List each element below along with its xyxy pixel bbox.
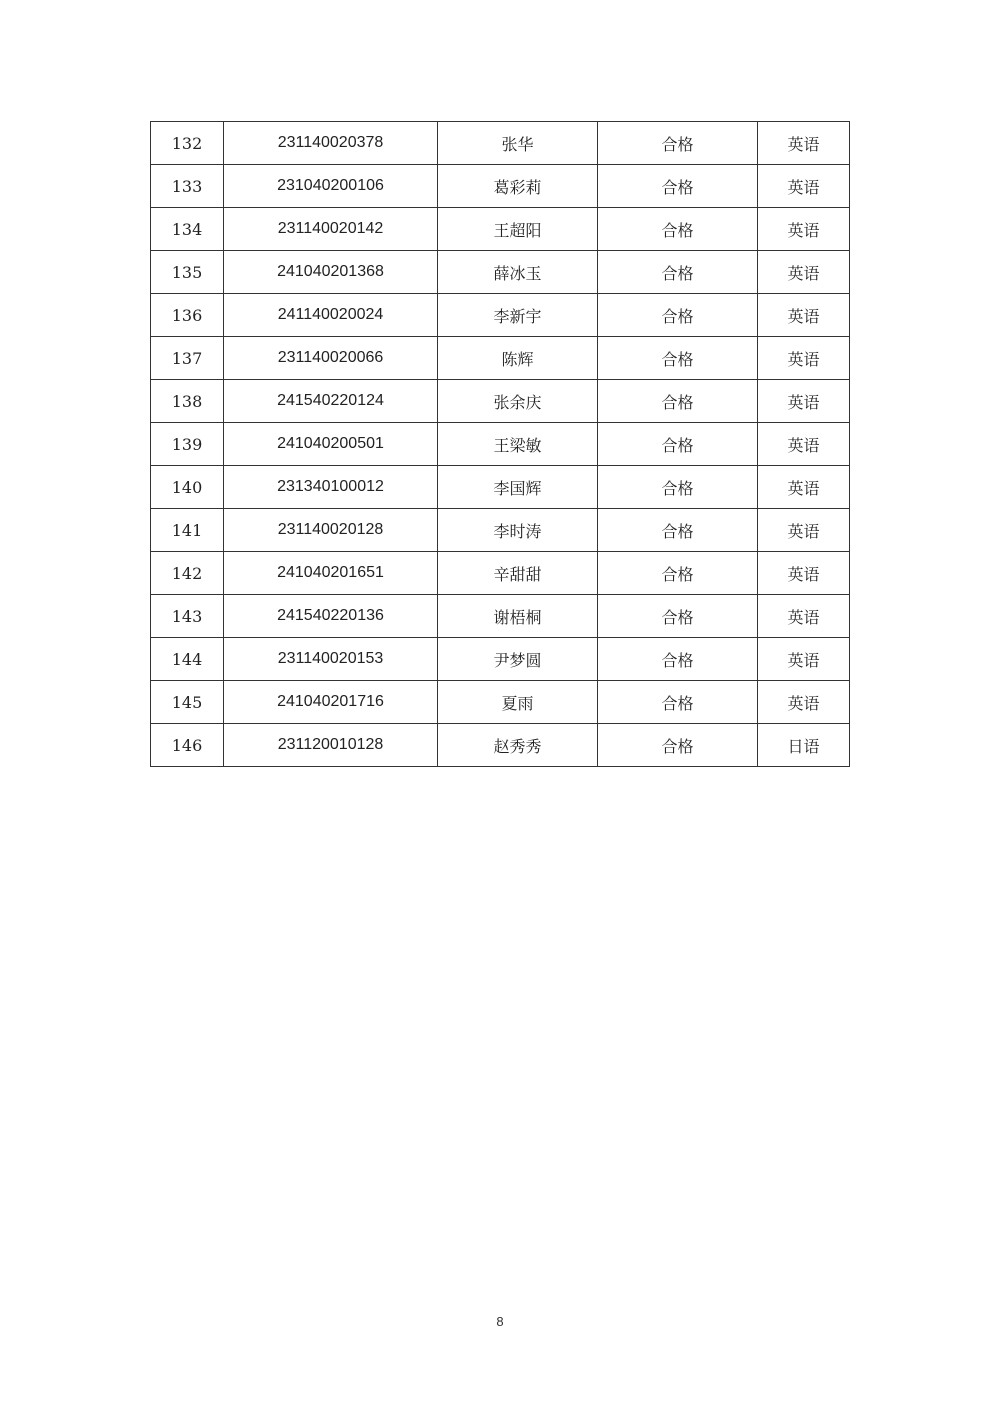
- result-cell: 合格: [598, 552, 758, 595]
- candidate-name-cell: 李新宇: [438, 294, 598, 337]
- language-cell: 英语: [758, 638, 850, 681]
- row-number-cell: 142: [151, 552, 224, 595]
- language-cell: 英语: [758, 423, 850, 466]
- candidate-name-cell: 薛冰玉: [438, 251, 598, 294]
- row-number-cell: 140: [151, 466, 224, 509]
- result-cell: 合格: [598, 294, 758, 337]
- row-number-cell: 138: [151, 380, 224, 423]
- candidate-id-cell: 241040201716: [224, 681, 438, 724]
- candidate-name-cell: 王梁敏: [438, 423, 598, 466]
- row-number-cell: 136: [151, 294, 224, 337]
- result-cell: 合格: [598, 509, 758, 552]
- language-cell: 英语: [758, 681, 850, 724]
- result-cell: 合格: [598, 337, 758, 380]
- candidate-id-cell: 241040201651: [224, 552, 438, 595]
- candidate-name-cell: 张华: [438, 122, 598, 165]
- result-cell: 合格: [598, 595, 758, 638]
- table-row: [151, 552, 850, 595]
- results-table-body: [151, 122, 850, 767]
- candidate-id-cell: 231140020142: [224, 208, 438, 251]
- candidate-id-cell: 231140020066: [224, 337, 438, 380]
- result-cell: 合格: [598, 122, 758, 165]
- language-cell: 日语: [758, 724, 850, 767]
- result-cell: 合格: [598, 251, 758, 294]
- candidate-id-cell: 231040200106: [224, 165, 438, 208]
- row-number-cell: 132: [151, 122, 224, 165]
- language-cell: 英语: [758, 208, 850, 251]
- table-row: [151, 638, 850, 681]
- row-number-cell: 146: [151, 724, 224, 767]
- row-number-cell: 141: [151, 509, 224, 552]
- result-cell: 合格: [598, 165, 758, 208]
- table-row: [151, 724, 850, 767]
- row-number-cell: 144: [151, 638, 224, 681]
- result-cell: 合格: [598, 681, 758, 724]
- table-row: [151, 165, 850, 208]
- candidate-id-cell: 231120010128: [224, 724, 438, 767]
- table-row: [151, 294, 850, 337]
- candidate-name-cell: 王超阳: [438, 208, 598, 251]
- language-cell: 英语: [758, 552, 850, 595]
- language-cell: 英语: [758, 337, 850, 380]
- result-cell: 合格: [598, 466, 758, 509]
- row-number-cell: 137: [151, 337, 224, 380]
- result-cell: 合格: [598, 724, 758, 767]
- table-row: [151, 595, 850, 638]
- result-cell: 合格: [598, 208, 758, 251]
- language-cell: 英语: [758, 251, 850, 294]
- language-cell: 英语: [758, 380, 850, 423]
- table-row: [151, 337, 850, 380]
- candidate-name-cell: 陈辉: [438, 337, 598, 380]
- candidate-name-cell: 葛彩莉: [438, 165, 598, 208]
- candidate-id-cell: 241540220136: [224, 595, 438, 638]
- row-number-cell: 133: [151, 165, 224, 208]
- candidate-id-cell: 231340100012: [224, 466, 438, 509]
- candidate-name-cell: 谢梧桐: [438, 595, 598, 638]
- row-number-cell: 134: [151, 208, 224, 251]
- results-table: [150, 121, 850, 767]
- language-cell: 英语: [758, 165, 850, 208]
- result-cell: 合格: [598, 638, 758, 681]
- language-cell: 英语: [758, 294, 850, 337]
- row-number-cell: 135: [151, 251, 224, 294]
- table-row: [151, 681, 850, 724]
- candidate-id-cell: 241540220124: [224, 380, 438, 423]
- page-number: 8: [496, 1314, 504, 1329]
- result-cell: 合格: [598, 423, 758, 466]
- candidate-name-cell: 赵秀秀: [438, 724, 598, 767]
- table-row: [151, 509, 850, 552]
- candidate-name-cell: 夏雨: [438, 681, 598, 724]
- language-cell: 英语: [758, 509, 850, 552]
- candidate-id-cell: 231140020378: [224, 122, 438, 165]
- table-row: [151, 466, 850, 509]
- row-number-cell: 143: [151, 595, 224, 638]
- candidate-name-cell: 李国辉: [438, 466, 598, 509]
- candidate-name-cell: 尹梦圆: [438, 638, 598, 681]
- language-cell: 英语: [758, 122, 850, 165]
- table-row: [151, 423, 850, 466]
- table-row: [151, 380, 850, 423]
- result-cell: 合格: [598, 380, 758, 423]
- language-cell: 英语: [758, 595, 850, 638]
- table-row: [151, 251, 850, 294]
- row-number-cell: 145: [151, 681, 224, 724]
- candidate-name-cell: 张余庆: [438, 380, 598, 423]
- candidate-id-cell: 231140020128: [224, 509, 438, 552]
- language-cell: 英语: [758, 466, 850, 509]
- candidate-name-cell: 李时涛: [438, 509, 598, 552]
- candidate-id-cell: 241140020024: [224, 294, 438, 337]
- candidate-id-cell: 231140020153: [224, 638, 438, 681]
- table-row: [151, 208, 850, 251]
- row-number-cell: 139: [151, 423, 224, 466]
- table-row: [151, 122, 850, 165]
- candidate-id-cell: 241040200501: [224, 423, 438, 466]
- candidate-name-cell: 辛甜甜: [438, 552, 598, 595]
- candidate-id-cell: 241040201368: [224, 251, 438, 294]
